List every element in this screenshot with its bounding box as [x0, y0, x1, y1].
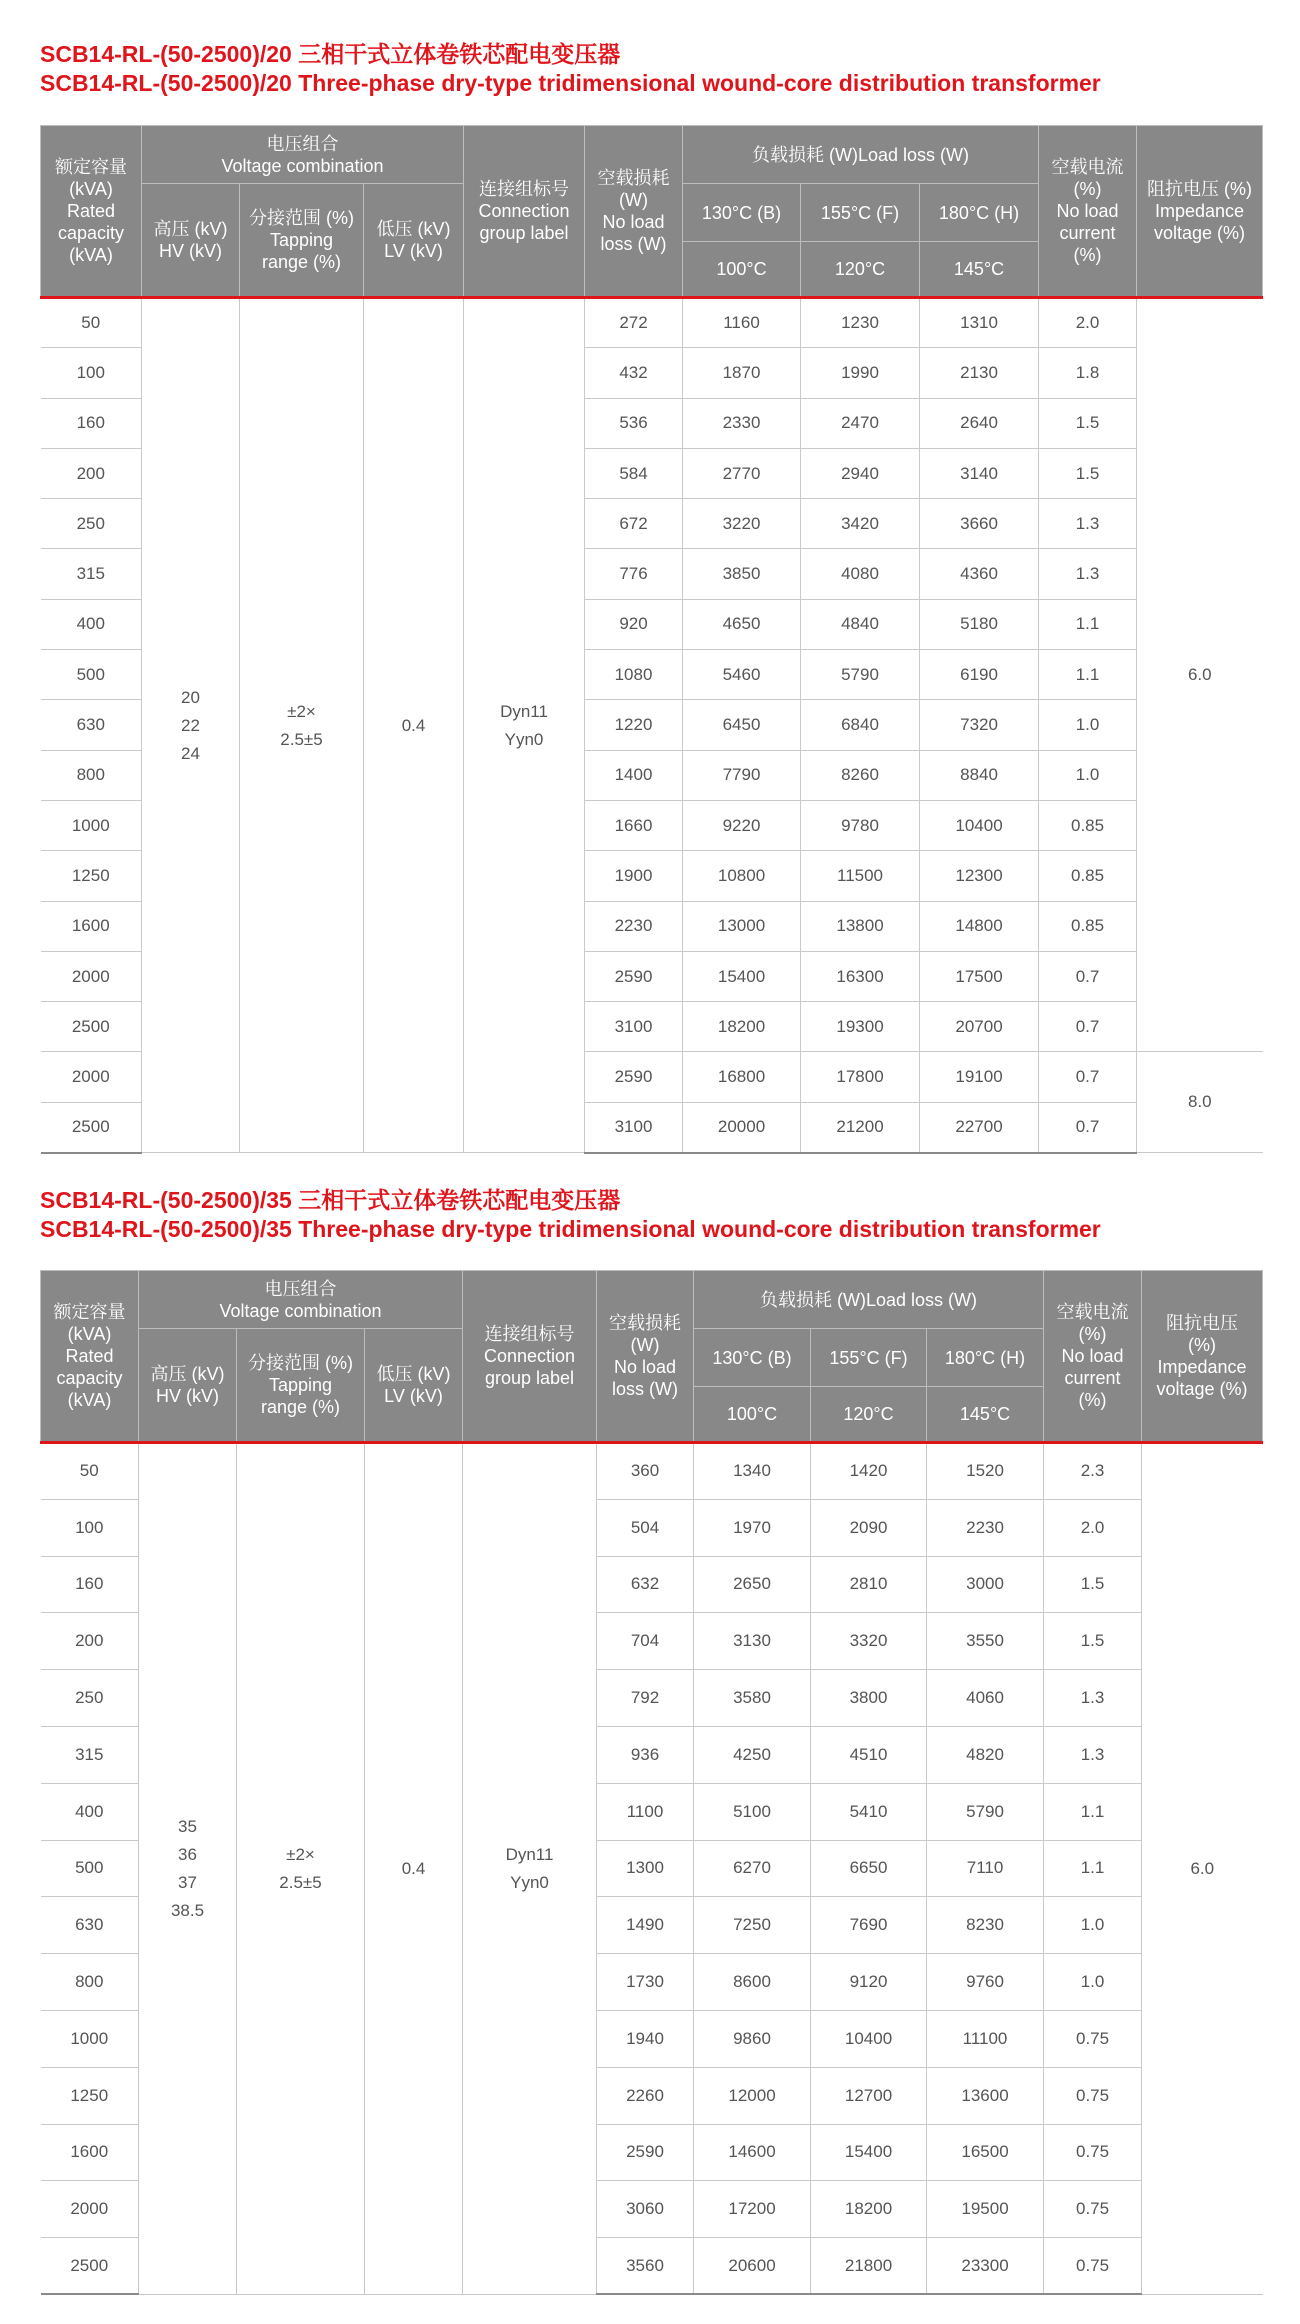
load-loss-b-cell: 4650	[683, 599, 801, 649]
load-loss-f-cell: 6840	[801, 700, 920, 750]
load-loss-b-cell: 2770	[683, 448, 801, 498]
header-tapping-range: 分接范围 (%) Tapping range (%)	[240, 184, 364, 298]
load-loss-h-cell: 12300	[920, 851, 1039, 901]
load-loss-b-cell: 2650	[694, 1556, 811, 1613]
load-loss-b-cell: 17200	[694, 2181, 811, 2238]
header-temp-h: 180°C (H)	[927, 1329, 1044, 1387]
load-loss-h-cell: 2230	[927, 1499, 1044, 1556]
load-loss-f-cell: 5790	[801, 650, 920, 700]
header-ref-temp-b: 100°C	[694, 1387, 811, 1443]
no-load-current-cell: 1.0	[1044, 1954, 1142, 2011]
header-lv: 低压 (kV) LV (kV)	[365, 1329, 463, 1443]
header-voltage-combination: 电压组合 Voltage combination	[139, 1271, 463, 1329]
header-voltage-combination: 电压组合 Voltage combination	[142, 126, 464, 184]
load-loss-b-cell: 20600	[694, 2238, 811, 2295]
no-load-loss-cell: 3060	[597, 2181, 694, 2238]
spec-table-body	[41, 1443, 1263, 2295]
load-loss-f-cell: 2810	[811, 1556, 927, 1613]
no-load-loss-cell: 272	[585, 298, 683, 348]
load-loss-f-cell: 5410	[811, 1783, 927, 1840]
hv-cell: 20 22 24	[142, 298, 240, 1153]
load-loss-b-cell: 1340	[694, 1443, 811, 1500]
no-load-current-cell: 0.75	[1044, 2010, 1142, 2067]
rated-capacity-cell: 50	[41, 1443, 139, 1500]
load-loss-f-cell: 19300	[801, 1002, 920, 1052]
no-load-current-cell: 0.85	[1039, 800, 1137, 850]
connection-group-cell: Dyn11 Yyn0	[464, 298, 585, 1153]
load-loss-b-cell: 12000	[694, 2067, 811, 2124]
no-load-current-cell: 0.85	[1039, 851, 1137, 901]
rated-capacity-cell: 1600	[41, 2124, 139, 2181]
load-loss-b-cell: 18200	[683, 1002, 801, 1052]
no-load-loss-cell: 432	[585, 348, 683, 398]
rated-capacity-cell: 800	[41, 1954, 139, 2011]
no-load-current-cell: 1.3	[1039, 549, 1137, 599]
header-no-load-loss: 空载损耗 (W) No load loss (W)	[585, 126, 683, 298]
no-load-current-cell: 0.7	[1039, 1002, 1137, 1052]
impedance-voltage-cell: 6.0	[1137, 298, 1263, 1052]
header-load-loss: 负载损耗 (W)Load loss (W)	[694, 1271, 1044, 1329]
rated-capacity-cell: 500	[41, 650, 142, 700]
load-loss-b-cell: 3130	[694, 1613, 811, 1670]
load-loss-b-cell: 5100	[694, 1783, 811, 1840]
table-row	[41, 1443, 1263, 1500]
header-ref-temp-h: 145°C	[927, 1387, 1044, 1443]
rated-capacity-cell: 1250	[41, 2067, 139, 2124]
no-load-loss-cell: 3100	[585, 1002, 683, 1052]
header-no-load-current: 空载电流 (%) No load current (%)	[1044, 1271, 1142, 1443]
load-loss-h-cell: 19500	[927, 2181, 1044, 2238]
no-load-loss-cell: 1900	[585, 851, 683, 901]
rated-capacity-cell: 400	[41, 599, 142, 649]
rated-capacity-cell: 200	[41, 448, 142, 498]
load-loss-h-cell: 13600	[927, 2067, 1044, 2124]
load-loss-f-cell: 3420	[801, 499, 920, 549]
load-loss-h-cell: 8230	[927, 1897, 1044, 1954]
load-loss-b-cell: 13000	[683, 901, 801, 951]
header-hv: 高压 (kV) HV (kV)	[142, 184, 240, 298]
no-load-current-cell: 2.3	[1044, 1443, 1142, 1500]
no-load-current-cell: 1.3	[1044, 1726, 1142, 1783]
header-ref-temp-h: 145°C	[920, 242, 1039, 298]
load-loss-f-cell: 12700	[811, 2067, 927, 2124]
no-load-loss-cell: 632	[597, 1556, 694, 1613]
load-loss-h-cell: 5180	[920, 599, 1039, 649]
rated-capacity-cell: 2500	[41, 1002, 142, 1052]
no-load-loss-cell: 1300	[597, 1840, 694, 1897]
no-load-loss-cell: 1490	[597, 1897, 694, 1954]
header-tapping-range: 分接范围 (%) Tapping range (%)	[237, 1329, 365, 1443]
load-loss-f-cell: 8260	[801, 750, 920, 800]
no-load-loss-cell: 936	[597, 1726, 694, 1783]
header-ref-temp-b: 100°C	[683, 242, 801, 298]
load-loss-b-cell: 6270	[694, 1840, 811, 1897]
no-load-current-cell: 0.75	[1044, 2124, 1142, 2181]
no-load-loss-cell: 3560	[597, 2238, 694, 2295]
no-load-loss-cell: 2260	[597, 2067, 694, 2124]
no-load-loss-cell: 920	[585, 599, 683, 649]
no-load-current-cell: 1.5	[1039, 448, 1137, 498]
impedance-voltage-cell: 6.0	[1142, 1443, 1263, 2295]
load-loss-b-cell: 6450	[683, 700, 801, 750]
load-loss-f-cell: 21200	[801, 1102, 920, 1152]
no-load-loss-cell: 3100	[585, 1102, 683, 1152]
load-loss-f-cell: 9120	[811, 1954, 927, 2011]
load-loss-f-cell: 1230	[801, 298, 920, 348]
load-loss-h-cell: 1520	[927, 1443, 1044, 1500]
no-load-current-cell: 1.5	[1039, 398, 1137, 448]
load-loss-f-cell: 11500	[801, 851, 920, 901]
header-temp-h: 180°C (H)	[920, 184, 1039, 242]
no-load-loss-cell: 704	[597, 1613, 694, 1670]
load-loss-f-cell: 13800	[801, 901, 920, 951]
load-loss-h-cell: 4360	[920, 549, 1039, 599]
load-loss-h-cell: 9760	[927, 1954, 1044, 2011]
no-load-current-cell: 0.75	[1044, 2067, 1142, 2124]
no-load-loss-cell: 792	[597, 1670, 694, 1727]
load-loss-b-cell: 3850	[683, 549, 801, 599]
hv-cell: 35 36 37 38.5	[139, 1443, 237, 2295]
load-loss-f-cell: 2090	[811, 1499, 927, 1556]
load-loss-b-cell: 3580	[694, 1670, 811, 1727]
load-loss-f-cell: 7690	[811, 1897, 927, 1954]
load-loss-b-cell: 7250	[694, 1897, 811, 1954]
load-loss-f-cell: 2940	[801, 448, 920, 498]
rated-capacity-cell: 2000	[41, 951, 142, 1001]
load-loss-f-cell: 4510	[811, 1726, 927, 1783]
load-loss-b-cell: 14600	[694, 2124, 811, 2181]
load-loss-b-cell: 4250	[694, 1726, 811, 1783]
load-loss-h-cell: 5790	[927, 1783, 1044, 1840]
rated-capacity-cell: 1000	[41, 2010, 139, 2067]
no-load-loss-cell: 2230	[585, 901, 683, 951]
load-loss-h-cell: 14800	[920, 901, 1039, 951]
no-load-current-cell: 1.1	[1039, 599, 1137, 649]
no-load-loss-cell: 1220	[585, 700, 683, 750]
tapping-range-cell: ±2× 2.5±5	[237, 1443, 365, 2295]
no-load-loss-cell: 1080	[585, 650, 683, 700]
rated-capacity-cell: 2500	[41, 2238, 139, 2295]
rated-capacity-cell: 160	[41, 1556, 139, 1613]
load-loss-b-cell: 2330	[683, 398, 801, 448]
load-loss-b-cell: 1870	[683, 348, 801, 398]
load-loss-b-cell: 10800	[683, 851, 801, 901]
header-no-load-current: 空载电流 (%) No load current (%)	[1039, 126, 1137, 298]
no-load-current-cell: 1.5	[1044, 1613, 1142, 1670]
no-load-loss-cell: 1660	[585, 800, 683, 850]
no-load-loss-cell: 1400	[585, 750, 683, 800]
header-temp-b: 130°C (B)	[683, 184, 801, 242]
no-load-loss-cell: 1940	[597, 2010, 694, 2067]
load-loss-b-cell: 8600	[694, 1954, 811, 2011]
load-loss-b-cell: 16800	[683, 1052, 801, 1102]
rated-capacity-cell: 800	[41, 750, 142, 800]
rated-capacity-cell: 1600	[41, 901, 142, 951]
rated-capacity-cell: 315	[41, 549, 142, 599]
no-load-current-cell: 2.0	[1039, 298, 1137, 348]
load-loss-b-cell: 3220	[683, 499, 801, 549]
load-loss-f-cell: 3320	[811, 1613, 927, 1670]
rated-capacity-cell: 2000	[41, 1052, 142, 1102]
header-load-loss: 负载损耗 (W)Load loss (W)	[683, 126, 1039, 184]
load-loss-b-cell: 15400	[683, 951, 801, 1001]
load-loss-h-cell: 2640	[920, 398, 1039, 448]
no-load-current-cell: 1.1	[1044, 1840, 1142, 1897]
load-loss-h-cell: 22700	[920, 1102, 1039, 1152]
rated-capacity-cell: 315	[41, 1726, 139, 1783]
load-loss-b-cell: 20000	[683, 1102, 801, 1152]
no-load-current-cell: 0.7	[1039, 951, 1137, 1001]
header-rated-capacity: 额定容量 (kVA) Rated capacity (kVA)	[41, 1271, 139, 1443]
header-no-load-loss: 空载损耗 (W) No load loss (W)	[597, 1271, 694, 1443]
load-loss-f-cell: 16300	[801, 951, 920, 1001]
rated-capacity-cell: 2500	[41, 1102, 142, 1152]
no-load-current-cell: 1.5	[1044, 1556, 1142, 1613]
load-loss-h-cell: 4060	[927, 1670, 1044, 1727]
no-load-current-cell: 1.0	[1039, 750, 1137, 800]
header-ref-temp-f: 120°C	[801, 242, 920, 298]
no-load-current-cell: 1.3	[1039, 499, 1137, 549]
spec-table-35kv	[40, 1270, 1263, 2295]
no-load-current-cell: 0.7	[1039, 1102, 1137, 1152]
load-loss-f-cell: 4080	[801, 549, 920, 599]
no-load-current-cell: 0.75	[1044, 2181, 1142, 2238]
no-load-current-cell: 1.0	[1039, 700, 1137, 750]
load-loss-f-cell: 3800	[811, 1670, 927, 1727]
load-loss-b-cell: 1970	[694, 1499, 811, 1556]
rated-capacity-cell: 250	[41, 499, 142, 549]
no-load-loss-cell: 2590	[585, 951, 683, 1001]
load-loss-b-cell: 9220	[683, 800, 801, 850]
no-load-current-cell: 0.75	[1044, 2238, 1142, 2295]
load-loss-f-cell: 18200	[811, 2181, 927, 2238]
load-loss-h-cell: 4820	[927, 1726, 1044, 1783]
no-load-loss-cell: 584	[585, 448, 683, 498]
rated-capacity-cell: 500	[41, 1840, 139, 1897]
header-temp-f: 155°C (F)	[811, 1329, 927, 1387]
load-loss-h-cell: 7110	[927, 1840, 1044, 1897]
load-loss-h-cell: 3660	[920, 499, 1039, 549]
no-load-loss-cell: 504	[597, 1499, 694, 1556]
no-load-loss-cell: 776	[585, 549, 683, 599]
load-loss-f-cell: 17800	[801, 1052, 920, 1102]
load-loss-f-cell: 1990	[801, 348, 920, 398]
no-load-current-cell: 1.1	[1044, 1783, 1142, 1840]
rated-capacity-cell: 630	[41, 1897, 139, 1954]
rated-capacity-cell: 200	[41, 1613, 139, 1670]
load-loss-h-cell: 6190	[920, 650, 1039, 700]
load-loss-h-cell: 8840	[920, 750, 1039, 800]
no-load-loss-cell: 1730	[597, 1954, 694, 2011]
load-loss-f-cell: 9780	[801, 800, 920, 850]
header-connection-group: 连接组标号 Connection group label	[463, 1271, 597, 1443]
load-loss-f-cell: 21800	[811, 2238, 927, 2295]
rated-capacity-cell: 2000	[41, 2181, 139, 2238]
load-loss-f-cell: 6650	[811, 1840, 927, 1897]
no-load-current-cell: 0.85	[1039, 901, 1137, 951]
load-loss-b-cell: 5460	[683, 650, 801, 700]
rated-capacity-cell: 100	[41, 1499, 139, 1556]
rated-capacity-cell: 400	[41, 1783, 139, 1840]
rated-capacity-cell: 630	[41, 700, 142, 750]
no-load-loss-cell: 672	[585, 499, 683, 549]
load-loss-h-cell: 3140	[920, 448, 1039, 498]
table1-title-cn: SCB14-RL-(50-2500)/20 三相干式立体卷铁芯配电变压器	[40, 41, 621, 67]
table2-title-en: SCB14-RL-(50-2500)/35 Three-phase dry-type tridimensional wound-core distribution transformer	[40, 1216, 1101, 1242]
lv-cell: 0.4	[364, 298, 464, 1153]
load-loss-b-cell: 7790	[683, 750, 801, 800]
no-load-current-cell: 2.0	[1044, 1499, 1142, 1556]
no-load-loss-cell: 2590	[585, 1052, 683, 1102]
rated-capacity-cell: 100	[41, 348, 142, 398]
no-load-current-cell: 1.0	[1044, 1897, 1142, 1954]
rated-capacity-cell: 160	[41, 398, 142, 448]
header-impedance-voltage: 阻抗电压 (%) Impedance voltage (%)	[1142, 1271, 1263, 1443]
lv-cell: 0.4	[365, 1443, 463, 2295]
load-loss-h-cell: 2130	[920, 348, 1039, 398]
table1-title-en: SCB14-RL-(50-2500)/20 Three-phase dry-type tridimensional wound-core distribution transformer	[40, 70, 1101, 96]
load-loss-b-cell: 1160	[683, 298, 801, 348]
load-loss-h-cell: 3550	[927, 1613, 1044, 1670]
no-load-current-cell: 1.3	[1044, 1670, 1142, 1727]
load-loss-h-cell: 23300	[927, 2238, 1044, 2295]
no-load-current-cell: 1.1	[1039, 650, 1137, 700]
load-loss-f-cell: 2470	[801, 398, 920, 448]
load-loss-f-cell: 15400	[811, 2124, 927, 2181]
connection-group-cell: Dyn11 Yyn0	[463, 1443, 597, 2295]
load-loss-h-cell: 10400	[920, 800, 1039, 850]
rated-capacity-cell: 50	[41, 298, 142, 348]
rated-capacity-cell: 250	[41, 1670, 139, 1727]
load-loss-h-cell: 20700	[920, 1002, 1039, 1052]
header-hv: 高压 (kV) HV (kV)	[139, 1329, 237, 1443]
spec-table-20kv	[40, 125, 1263, 1154]
load-loss-h-cell: 1310	[920, 298, 1039, 348]
load-loss-f-cell: 1420	[811, 1443, 927, 1500]
no-load-loss-cell: 360	[597, 1443, 694, 1500]
load-loss-h-cell: 19100	[920, 1052, 1039, 1102]
header-ref-temp-f: 120°C	[811, 1387, 927, 1443]
table2-title-cn: SCB14-RL-(50-2500)/35 三相干式立体卷铁芯配电变压器	[40, 1187, 621, 1213]
load-loss-h-cell: 11100	[927, 2010, 1044, 2067]
table-row	[41, 298, 1263, 348]
spec-table-body	[41, 298, 1263, 1153]
load-loss-f-cell: 10400	[811, 2010, 927, 2067]
header-rated-capacity: 额定容量 (kVA) Rated capacity (kVA)	[41, 126, 142, 298]
load-loss-h-cell: 16500	[927, 2124, 1044, 2181]
no-load-loss-cell: 1100	[597, 1783, 694, 1840]
rated-capacity-cell: 1250	[41, 851, 142, 901]
no-load-loss-cell: 536	[585, 398, 683, 448]
header-temp-b: 130°C (B)	[694, 1329, 811, 1387]
header-lv: 低压 (kV) LV (kV)	[364, 184, 464, 298]
rated-capacity-cell: 1000	[41, 800, 142, 850]
load-loss-h-cell: 3000	[927, 1556, 1044, 1613]
no-load-current-cell: 1.8	[1039, 348, 1137, 398]
header-connection-group: 连接组标号 Connection group label	[464, 126, 585, 298]
impedance-voltage-cell: 8.0	[1137, 1052, 1263, 1153]
tapping-range-cell: ±2× 2.5±5	[240, 298, 364, 1153]
load-loss-f-cell: 4840	[801, 599, 920, 649]
no-load-loss-cell: 2590	[597, 2124, 694, 2181]
no-load-current-cell: 0.7	[1039, 1052, 1137, 1102]
load-loss-h-cell: 17500	[920, 951, 1039, 1001]
load-loss-b-cell: 9860	[694, 2010, 811, 2067]
header-impedance-voltage: 阻抗电压 (%) Impedance voltage (%)	[1137, 126, 1263, 298]
header-temp-f: 155°C (F)	[801, 184, 920, 242]
load-loss-h-cell: 7320	[920, 700, 1039, 750]
